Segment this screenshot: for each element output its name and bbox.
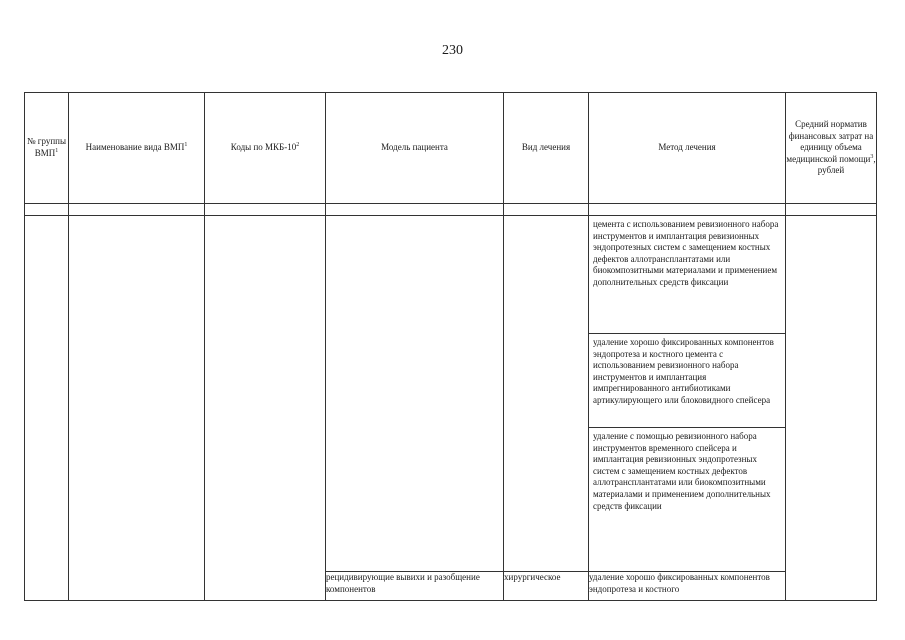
header-icd-codes: Коды по МКБ-$10^2$ [205,93,326,204]
method-item: удаление хорошо фиксированных компонентов эндопротеза и костного цемента с использованием ревизионного набора инструментов и имплантация импрегнированного антибиотиками артикулирующего или блоковидного спейсера [589,334,785,428]
cell-cost-norm [786,216,877,601]
cell-group-number [25,216,69,601]
cell-icd-codes [205,216,326,601]
vmp-table [24,92,877,601]
table-row [25,216,877,572]
header-patient-model: Модель пациента [326,93,504,204]
cell-treatment-method: удаление хорошо фиксированных компонентов эндопротеза и костного [589,572,786,601]
header-vmp-name: Наименование вида ВМП$^1$ [69,93,205,204]
cell-patient-model: рецидивирующие вывихи и разобщение компонентов [326,572,504,601]
header-cost-norm: Средний норматив финансовых затрат на единицу объема медицинской помощи$^3$, рублей [786,93,877,204]
cell-treatment-type: хирургическое [504,572,589,601]
header-treatment-method: Метод лечения [589,93,786,204]
header-group-number: № группы ВМП$^1$ [25,93,69,204]
cell-method-list [589,216,786,572]
page-number: 230 [442,43,463,58]
method-item: цемента с использованием ревизионного набора инструментов и имплантация ревизионных эндопротезных систем с замещением костных дефектов аллотрансплантатами или биокомпозитными материалами и применением дополнительных средств фиксации [589,216,785,334]
header-row [25,93,877,204]
cell-patient-model [326,216,504,572]
header-treatment-type: Вид лечения [504,93,589,204]
separator-row [25,204,877,216]
method-item: удаление с помощью ревизионного набора инструментов временного спейсера и имплантация ревизионных эндопротезных систем с замещением костных дефектов аллотрансплантатами или биокомпозитными материалами и применением дополнительных средств фиксации [593,431,771,511]
cell-vmp-name [69,216,205,601]
cell-treatment-type [504,216,589,572]
